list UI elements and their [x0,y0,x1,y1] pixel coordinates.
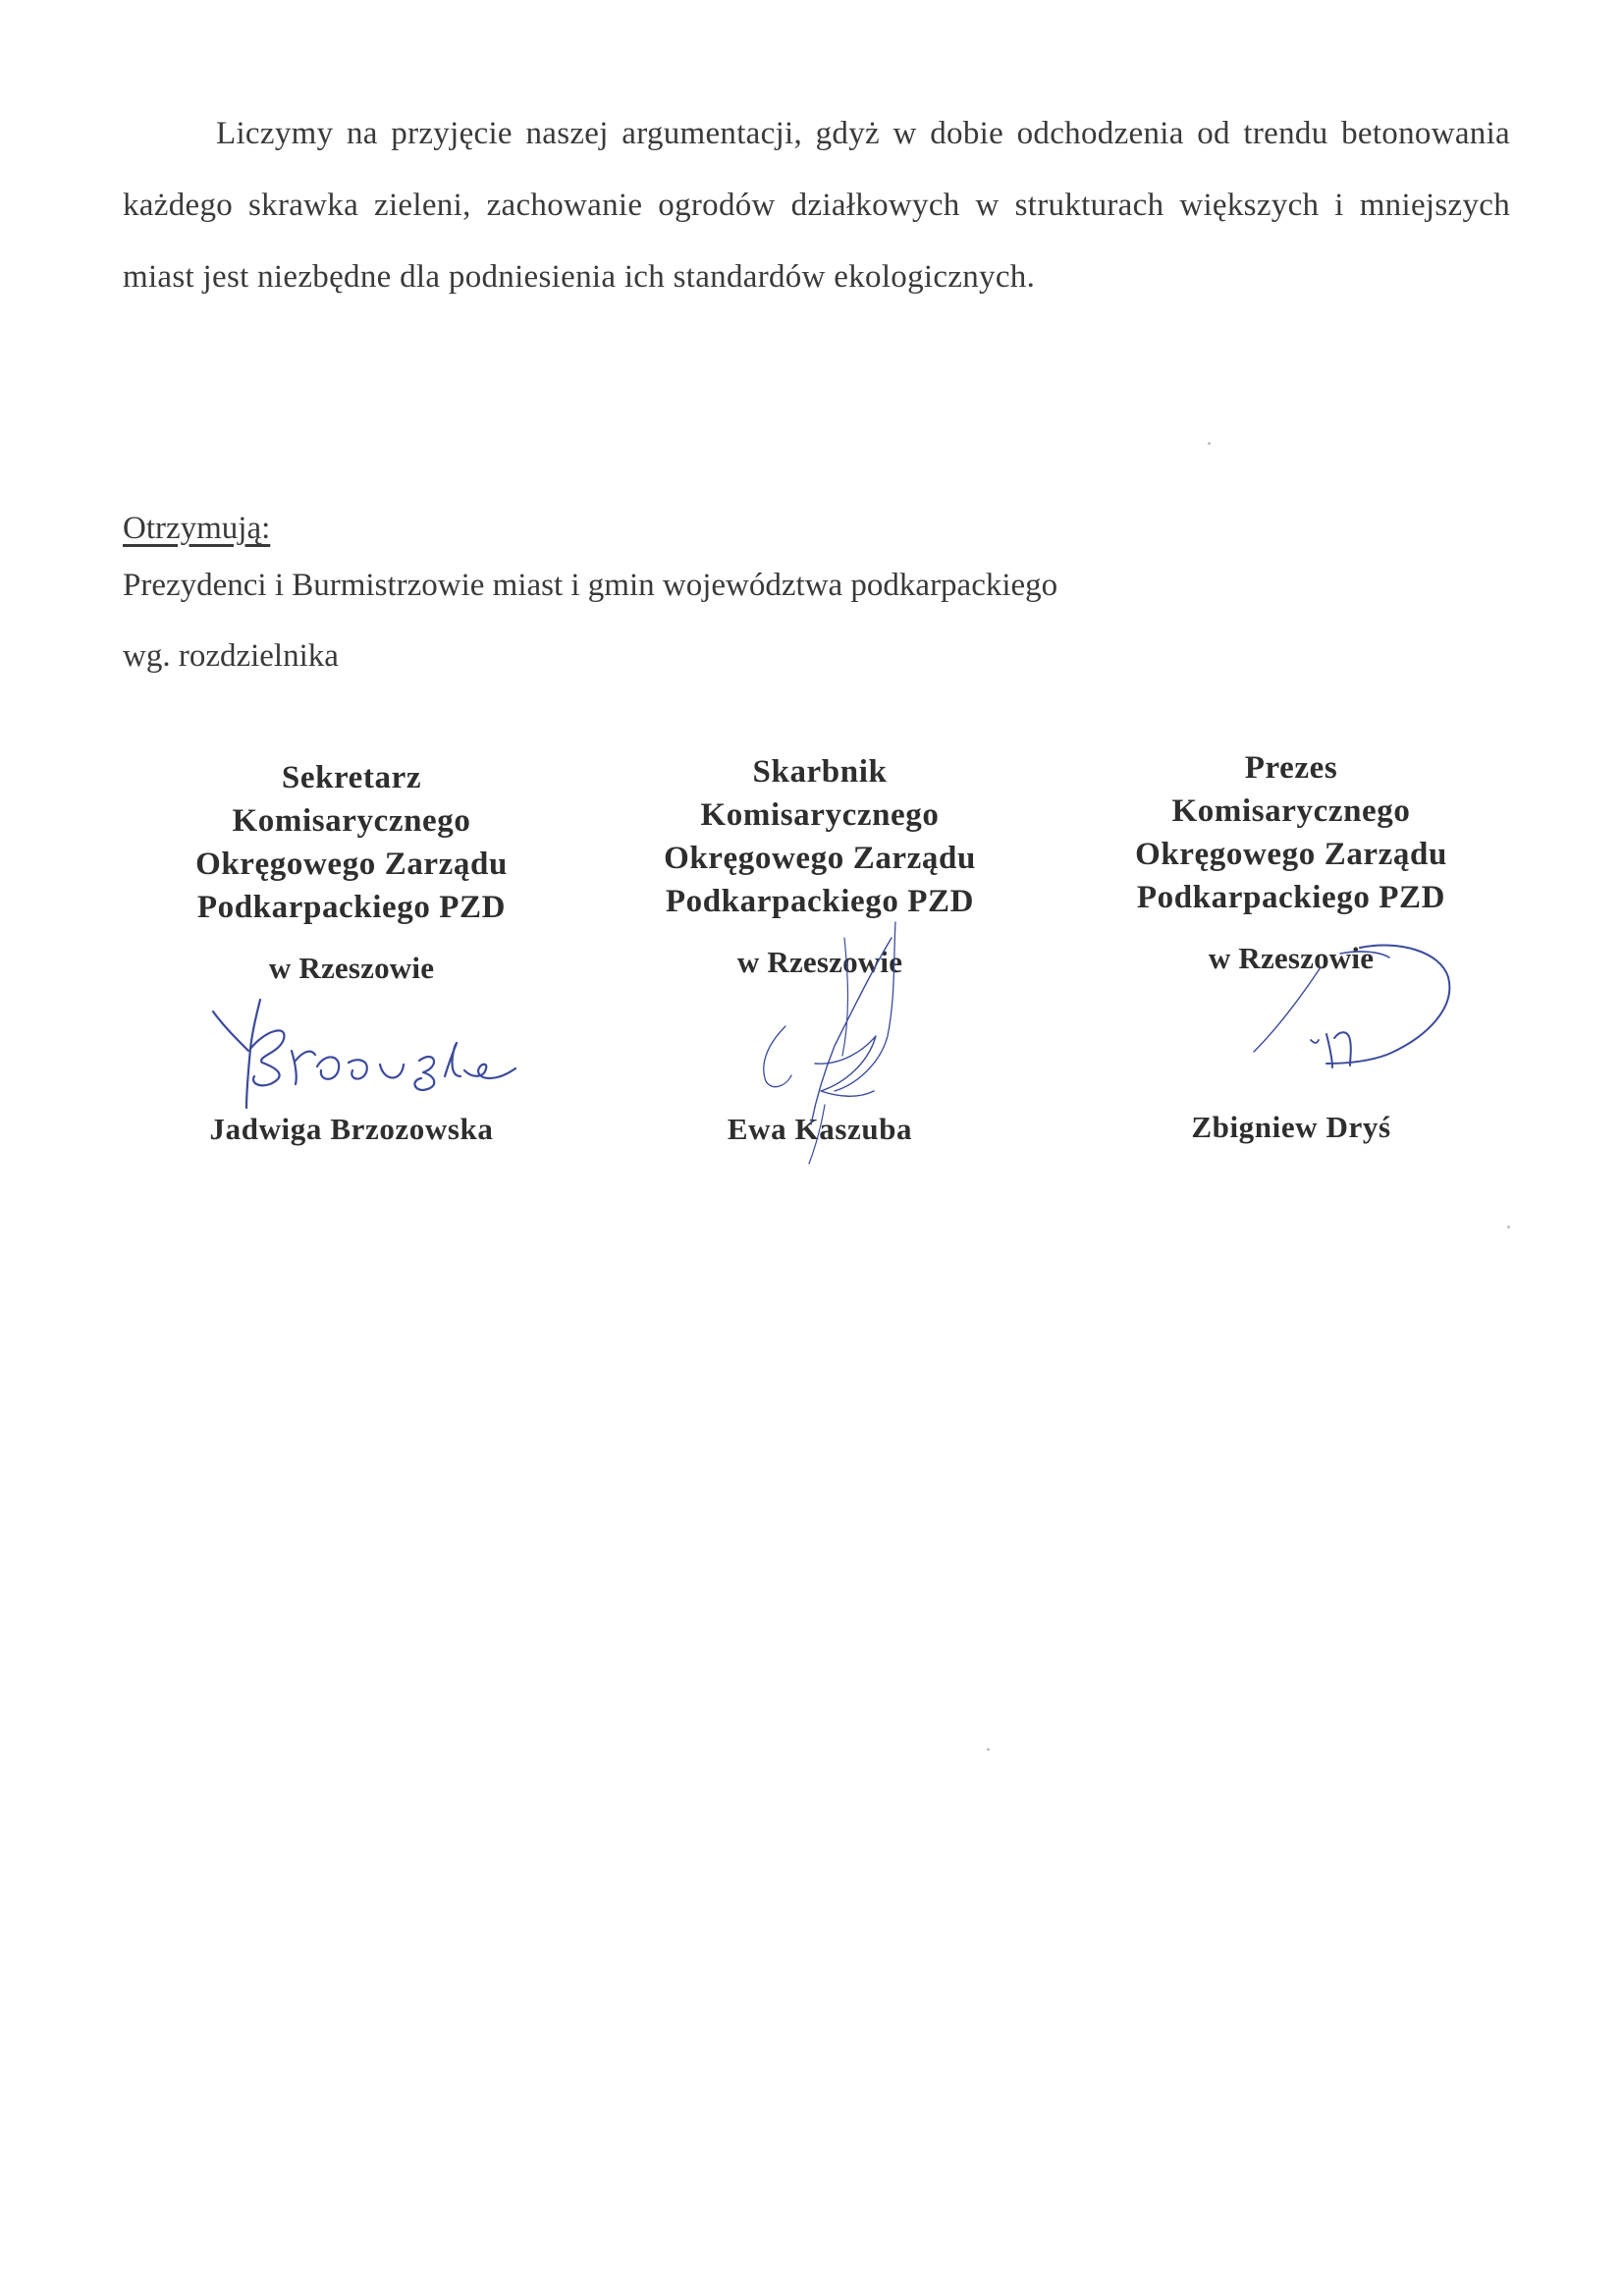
signatory-org-line-3: Podkarpackiego PZD [665,884,975,919]
signatory-role: Sekretarz [281,760,422,795]
signatory-org-line-1: Komisarycznego [232,803,471,839]
signatory-org-line-2: Okręgowego Zarządu [664,841,976,876]
signatory-org-line-1: Komisarycznego [700,797,940,833]
signatory-org-line-3: Podkarpackiego PZD [196,890,507,925]
signatory-role: Prezes [1244,750,1338,786]
signatory-org-line-1: Komisarycznego [1171,793,1411,829]
handwritten-signature-1 [201,992,555,1120]
scan-speck [1208,442,1211,445]
body-paragraph: Liczymy na przyjęcie naszej argumentacji, gdyż w dobie odchodzenia od trendu betonowania każdego skrawka zieleni, zachowanie ogrodów działkowych w strukturach większych i mniejszych miast jest niezbędne dla podniesienia ich standardów ekologicznych. [123,116,1510,295]
scan-speck [987,1748,990,1751]
recipients-line-1: Prezydenci i Burmistrzowie miast i gmin województwa podkarpackiego [123,568,1058,603]
scan-speck [1507,1226,1510,1229]
signatory-name: Zbigniew Dryś [1191,1110,1391,1144]
signatory-city: w Rzeszowie [268,951,435,985]
signatory-org-line-2: Okręgowego Zarządu [1135,837,1447,872]
signature-block-secretary [145,756,558,1146]
handwritten-signature-2 [727,918,943,1174]
signatory-role: Skarbnik [752,754,888,790]
signatory-org-line-3: Podkarpackiego PZD [1136,880,1446,915]
recipients-line-2: wg. rozdzielnika [123,638,339,674]
signatory-org-line-2: Okręgowego Zarządu [195,847,508,882]
signatory-city: w Rzeszowie [736,945,903,979]
signatory-city: w Rzeszowie [1208,941,1375,975]
handwritten-signature-3 [1232,928,1468,1095]
recipients-title: Otrzymują: [123,511,271,546]
signatory-name: Jadwiga Brzozowska [209,1112,494,1146]
signatory-name: Ewa Kaszuba [727,1112,913,1146]
